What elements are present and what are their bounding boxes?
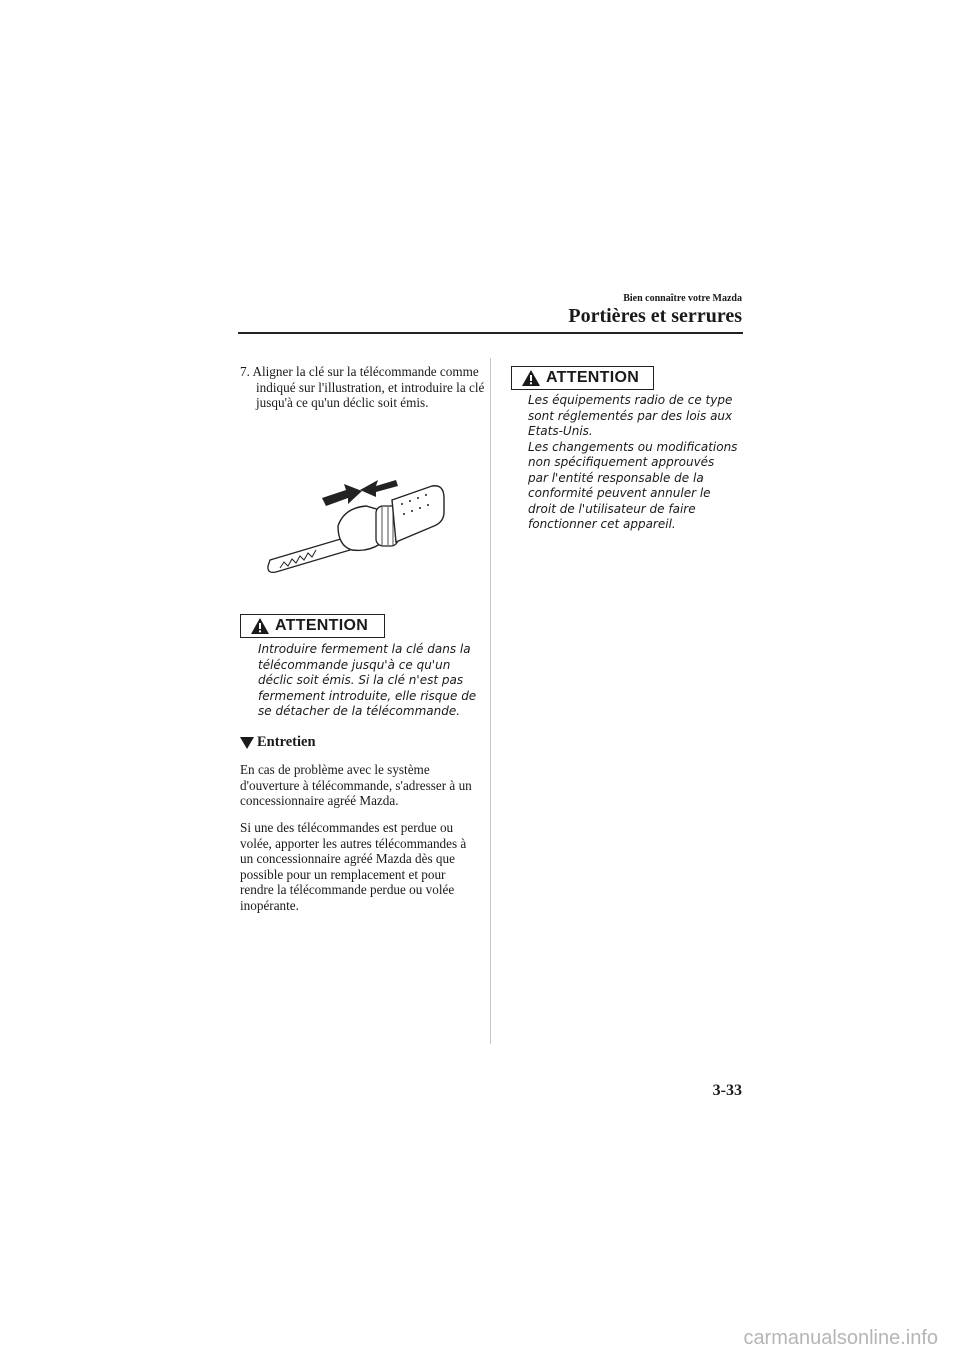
attention-label-box	[511, 366, 654, 390]
warning-icon	[521, 369, 541, 387]
attention-text: Introduire fermement la clé dans la télécommande jusqu'à ce qu'un déclic soit émis. Si la clé n'est pas fermement introduite, elle risque de se détacher de la télécommande.	[258, 642, 477, 718]
attention-text-line: Les équipements radio de ce type sont réglementés par des lois aux Etats-Unis.	[528, 393, 733, 438]
warning-icon	[250, 617, 270, 635]
attention-text-line: Les changements ou modifications non spécifiquement approuvés par l'entité responsable de la conformité peuvent annuler le droit de l'utilisateur de faire fonctionner cet appareil.	[528, 439, 738, 531]
watermark: carmanualsonline.info	[743, 1327, 938, 1349]
key-remote-illustration	[262, 464, 452, 580]
section-heading	[240, 734, 316, 751]
triangle-down-icon	[240, 737, 254, 749]
header-divider	[238, 332, 743, 334]
chapter-title: Portières et serrures	[568, 305, 742, 327]
section-heading-text: Entretien	[257, 734, 316, 750]
attention-label: ATTENTION	[546, 369, 640, 386]
attention-text	[528, 393, 738, 533]
column-divider	[490, 358, 491, 1044]
page-number: 3-33	[712, 1082, 742, 1099]
chapter-subtitle: Bien connaître votre Mazda	[623, 293, 742, 304]
step-7-text: 7. Aligner la clé sur la télécommande comme indiqué sur l'illustration, et introduire la clé jusqu'à ce qu'un déclic soit émis.	[240, 364, 485, 410]
attention-label: ATTENTION	[275, 617, 369, 634]
paragraph: En cas de problème avec le système d'ouverture à télécommande, s'adresser à un concessionnaire agréé Mazda.	[240, 762, 472, 808]
attention-label-box	[240, 614, 385, 638]
paragraph: Si une des télécommandes est perdue ou volée, apporter les autres télécommandes à un concessionnaire agréé Mazda dès que possible pour un remplacement et pour rendre la télécommande perdue ou volée inopérante.	[240, 820, 467, 913]
